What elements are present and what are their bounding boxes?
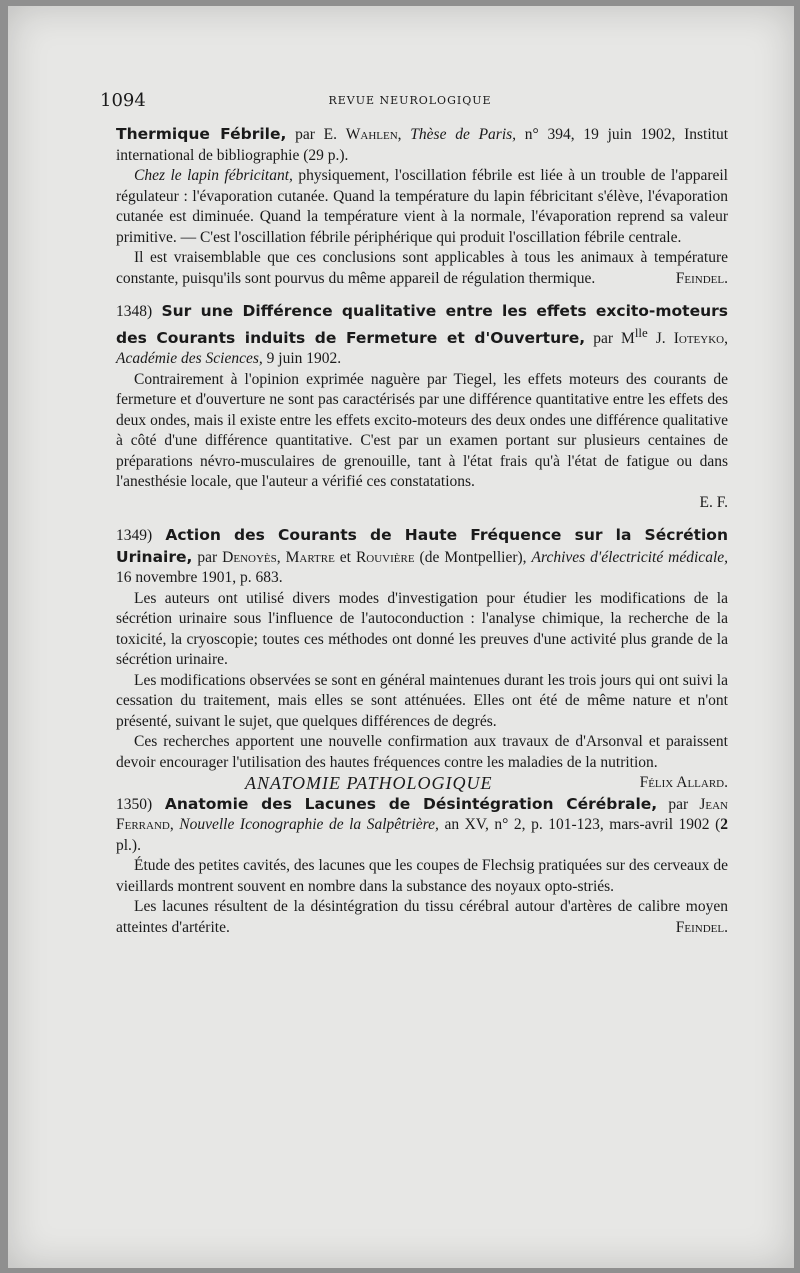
article-1347 bbox=[116, 124, 728, 289]
article-1348 bbox=[116, 301, 728, 513]
article-signature: Félix Allard. bbox=[639, 774, 728, 792]
paragraph-text: Les lacunes résultent de la désintégration du tissu cérébral autour d'artères de calibre moyen atteintes d'artérite. bbox=[116, 898, 728, 936]
article-ref: , bbox=[397, 126, 411, 143]
article-title: Anatomie des Lacunes de Désintégration Cérébrale, bbox=[152, 794, 658, 813]
running-title: REVUE NEUROLOGIQUE bbox=[328, 94, 492, 107]
article-title: Action des Courants de Haute Fréquence sur la Sécrétion Urinaire, bbox=[116, 526, 728, 566]
article-paragraph bbox=[116, 166, 728, 248]
article-number: 1350) bbox=[116, 795, 153, 813]
article-author: Ioteyko bbox=[673, 329, 725, 347]
article-ref: n° 394, 19 juin 1902, Institut international de bibliographie (29 p.). bbox=[116, 126, 728, 164]
article-paragraph bbox=[116, 897, 728, 938]
article-title: Sur une Différence qualitative entre les effets excito-moteurs des Courants induits de Fermeture et d'Ouverture, bbox=[116, 302, 728, 347]
article-source: Nouvelle Iconographie de la Salpêtrière, bbox=[179, 816, 439, 834]
article-ref: pl.). bbox=[116, 836, 141, 854]
article-ref: J. bbox=[647, 329, 674, 347]
article-ref: (de Montpellier), bbox=[414, 548, 532, 566]
article-signature: E. F. bbox=[699, 493, 728, 511]
article-signature: Feindel. bbox=[675, 918, 728, 936]
article-paragraph: Étude des petites cavités, des lacunes que les coupes de Flechsig pratiquées sur des cerveaux de vieillards montrent souvent en nombre dans la substance des noyaux opto-striés. bbox=[116, 857, 728, 895]
article-ref: 16 novembre 1901, p. 683. bbox=[116, 569, 283, 587]
page-number: 1094 bbox=[100, 90, 146, 111]
article-author: Rouvière bbox=[355, 548, 415, 566]
article-heading bbox=[116, 794, 728, 857]
article-ref: an XV, n° 2, p. 101-123, mars-avril 1902 ( bbox=[438, 816, 721, 834]
article-authors: Denoyès, Martre bbox=[222, 548, 335, 566]
page bbox=[8, 6, 794, 1268]
article-number: 1349) bbox=[116, 527, 153, 545]
article-ref: par bbox=[657, 795, 700, 813]
article-ref: , bbox=[169, 816, 180, 834]
article-paragraph: Les auteurs ont utilisé divers modes d'investigation pour étudier les modifications de la sécrétion urinaire sous l'influence de l'autoconduction : l'analyse chimique, la recherche de la toxicité, la cryoscopie; toutes ces méthodes ont donné les preuves d'une activité plus grande de la sécrétion urinaire. bbox=[116, 589, 728, 669]
article-ref: et bbox=[334, 548, 356, 566]
paragraph-text: Ces recherches apportent une nouvelle confirmation aux travaux de d'Arsonval et paraissent devoir encourager l'utilisation des hautes fréquences contre les maladies de la nutrition. bbox=[116, 733, 728, 771]
article-number: 1348) bbox=[116, 303, 153, 320]
article-paragraph: Les modifications observées se sont en général maintenues durant les trois jours qui ont suivi la cessation du traitement, mais elles se sont atténuées. Elles ont été de même nature et n'ont présenté, suivant le sujet, que quelques différences de degrés. bbox=[116, 671, 728, 730]
article-ref: lle bbox=[634, 324, 648, 340]
article-heading bbox=[116, 525, 728, 589]
article-paragraph bbox=[116, 248, 728, 289]
italic-phrase: Chez le lapin fébricitant, bbox=[134, 167, 293, 184]
article-paragraph: Contrairement à l'opinion exprimée naguère par Tiegel, les effets moteurs des courants de fermeture et d'ouverture ne sont pas caractérisés par une différence quantitative entre les effets des deux ondes, mais il existe entre les effets excito-moteurs des deux ondes une différence qualitative à côté d'une différence quantitative. C'est par un examen portant sur plusieurs centaines de préparations névro-musculaires de grenouille, tant à l'état frais qu'à l'état de fatigue ou dans l'anesthésie locale, que l'auteur a vérifié ces constatations. bbox=[116, 370, 728, 491]
paragraph-text: Il est vraisemblable que ces conclusions sont applicables à tous les animaux à température constante, puisqu'ils sont pourvus du même appareil de régulation thermique. bbox=[116, 249, 728, 287]
article-source: Thèse de Paris, bbox=[410, 126, 517, 143]
article-ref: par bbox=[192, 548, 223, 566]
article-title: Thermique Fébrile, bbox=[116, 125, 287, 143]
article-ref: par M bbox=[585, 329, 635, 347]
article-source: Archives d'électricité médicale, bbox=[531, 548, 728, 566]
article-heading bbox=[116, 301, 728, 370]
section-title: ANATOMIE PATHOLOGIQUE bbox=[245, 773, 493, 794]
article-plates: 2 bbox=[720, 816, 728, 834]
article-author: Jean Ferrand bbox=[116, 795, 728, 834]
article-1350 bbox=[116, 794, 728, 939]
page-header bbox=[100, 90, 720, 114]
article-ref: , bbox=[724, 329, 728, 347]
page-content bbox=[116, 124, 728, 938]
article-source: Académie des Sciences, bbox=[116, 350, 263, 368]
article-ref: 9 juin 1902. bbox=[262, 350, 342, 368]
article-ref: par E. bbox=[286, 126, 346, 143]
article-heading bbox=[116, 124, 728, 166]
paragraph-text: physiquement, l'oscillation fébrile est liée à un trouble de l'appareil régulateur : l'évaporation cutanée. Quand la température du lapin fébricitant s'élève, l'évaporation cutanée est diminuée. Quand la température vient à la normale, l'évaporation reprend sa valeur primitive. — C'est l'oscillation fébrile périphérique qui produit l'oscillation fébrile centrale. bbox=[116, 167, 728, 246]
article-author: Wahlen bbox=[345, 126, 398, 143]
article-signature: Feindel. bbox=[675, 269, 728, 287]
